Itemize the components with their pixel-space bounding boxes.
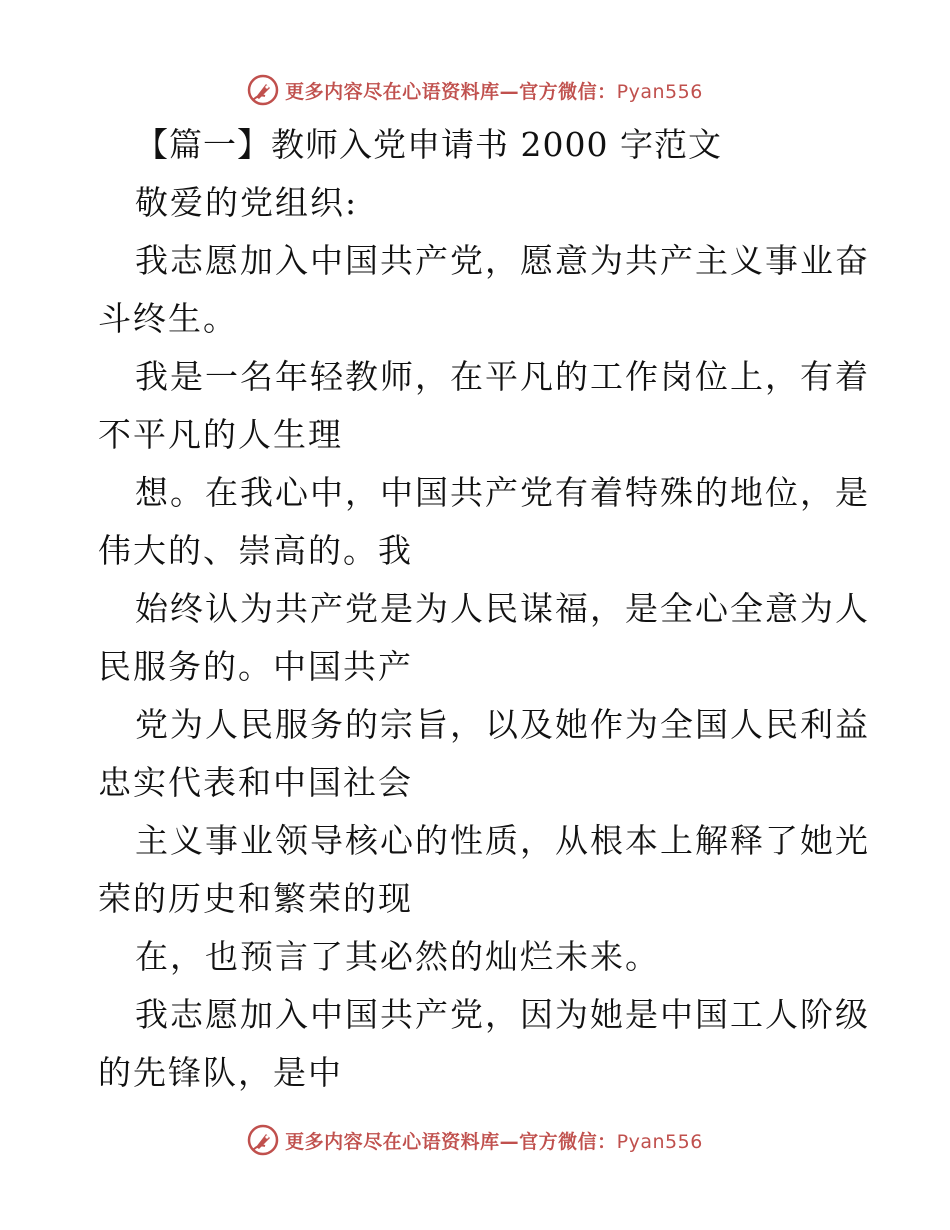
document-title: 【篇一】教师入党申请书 2000 字范文 <box>135 125 722 164</box>
salutation: 敬爱的党组织: <box>135 183 359 222</box>
header-banner-id: Pyan556 <box>616 80 703 103</box>
text-line: 伟大的、崇高的。我 <box>98 531 413 570</box>
footer-banner-id: Pyan556 <box>616 1130 703 1153</box>
text-line: 想。在我心中，中国共产党有着特殊的地位，是 <box>135 473 870 512</box>
text-line: 在，也预言了其必然的灿烂未来。 <box>135 937 660 976</box>
text-line: 我是一名年轻教师，在平凡的工作岗位上，有着 <box>135 357 870 396</box>
text-line: 忠实代表和中国社会 <box>98 763 413 802</box>
footer-banner-label: 更多内容尽在心语资料库—官方微信： <box>285 1130 617 1153</box>
text-line: 我志愿加入中国共产党，愿意为共产主义事业奋 <box>135 241 870 280</box>
text-line: 我志愿加入中国共产党，因为她是中国工人阶级 <box>135 995 870 1034</box>
header-banner-text <box>285 77 703 104</box>
text-line: 斗终生。 <box>98 299 238 338</box>
header-banner-label: 更多内容尽在心语资料库—官方微信： <box>285 80 617 103</box>
pen-nib-logo-icon <box>247 1124 279 1156</box>
text-line: 的先锋队，是中 <box>98 1053 343 1092</box>
text-line: 民服务的。中国共产 <box>98 647 413 686</box>
header-banner <box>0 70 950 110</box>
document-body <box>98 116 870 1102</box>
footer-banner-text <box>285 1127 703 1154</box>
footer-banner <box>0 1120 950 1160</box>
text-line: 党为人民服务的宗旨，以及她作为全国人民利益 <box>135 705 870 744</box>
pen-nib-logo-icon <box>247 74 279 106</box>
text-line: 不平凡的人生理 <box>98 415 343 454</box>
text-line: 荣的历史和繁荣的现 <box>98 879 413 918</box>
text-line: 主义事业领导核心的性质，从根本上解释了她光 <box>135 821 870 860</box>
text-line: 始终认为共产党是为人民谋福，是全心全意为人 <box>135 589 870 628</box>
